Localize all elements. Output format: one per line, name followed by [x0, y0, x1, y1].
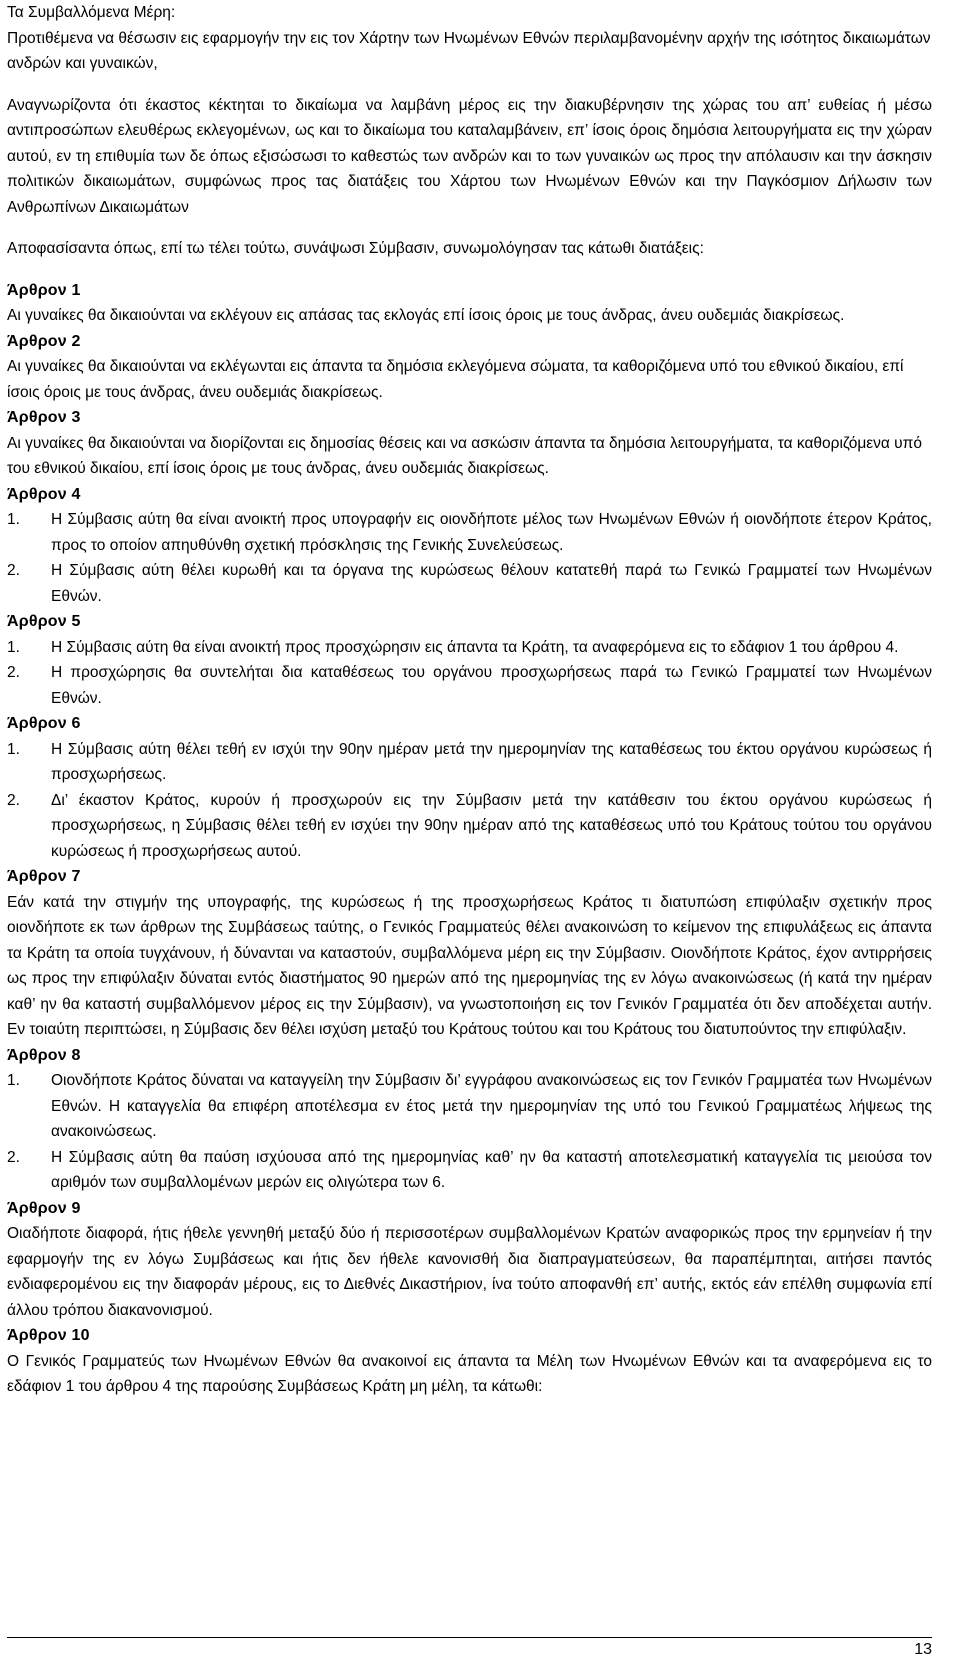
article-3-heading: Άρθρον 3: [7, 409, 81, 426]
item-number: 2.: [7, 664, 20, 681]
item-text: Οιονδήποτε Κράτος δύναται να καταγγείλη την Σύμβασιν δι’ εγγράφου ανακοινώσεως εις τον Γενικόν Γραμματέα των Ηνωμένων Εθνών. Η καταγγελία θα επιφέρη αποτέλεσμα εν έτος μετά την ημερομηνίαν της υπό του Γενικού Γραμματέως λήψεως της ανακοινώσεως.: [51, 1072, 932, 1140]
item-text: Η προσχώρησις θα συντελήται δια καταθέσεως του οργάνου προσχωρήσεως παρά τω Γενικώ Γραμματεί των Ηνωμένων Εθνών.: [51, 664, 932, 707]
item-number: 1.: [7, 511, 20, 528]
article-8-item-1: [7, 1068, 932, 1145]
article-3-text: Αι γυναίκες θα δικαιούνται να διορίζονται εις δημοσίας θέσεις και να ασκώσιν άπαντα τα δημόσια λειτουργήματα, τα καθοριζόμενα υπό του εθνικού δικαίου, επί ίσοις όροις με τους άνδρας, άνευ ουδεμιάς διακρίσεως.: [7, 434, 922, 477]
preamble-recital-2: Αναγνωρίζοντα ότι έκαστος κέκτηται το δικαίωμα να λαμβάνη μέρος εις την διακυβέρνησιν της χώρας του απ’ ευθείας ή μέσω αντιπροσώπων ελευθέρως εκλεγομένων, ως και το δικαίωμα του καταλαμβάνειν, επ’ ίσοις όροις δημόσια λειτουργήματα εις την χώραν αυτού, εν τη επιθυμία των δε όπως εξισώσωσι το καθεστώς των ανδρών και το των γυναικών ως προς την απόλαυσιν και την άσκησιν πολιτικών δικαιωμάτων, συμφώνως προς τας διατάξεις του Χάρτου των Ηνωμένων Εθνών και την Παγκόσμιον Δήλωσιν των Ανθρωπίνων Δικαιωμάτων: [7, 96, 932, 216]
article-6-item-1: [7, 737, 932, 788]
preamble-title: Τα Συμβαλλόμενα Μέρη:: [7, 4, 176, 21]
article-5-item-2: [7, 660, 932, 711]
preamble-recital-3: Αποφασίσαντα όπως, επί τω τέλει τούτω, συνάψωσι Σύμβασιν, συνωμολόγησαν τας κάτωθι διατάξεις:: [7, 240, 704, 257]
article-8-item-2: [7, 1145, 932, 1196]
item-number: 2.: [7, 1148, 20, 1166]
item-text: Η Σύμβασις αύτη θέλει τεθή εν ισχύι την 90ην ημέραν μετά την ημερομηνίαν της καταθέσεως του έκτου οργάνου κυρώσεως ή προσχωρήσεως.: [51, 740, 932, 783]
item-text: Η Σύμβασις αύτη θέλει κυρωθή και τα όργανα της κυρώσεως θέλουν κατατεθή παρά τω Γενικώ Γραμματεί των Ηνωμένων Εθνών.: [51, 562, 932, 605]
article-2-text: Αι γυναίκες θα δικαιούνται να εκλέγωνται εις άπαντα τα δημόσια εκλεγόμενα σώματα, τα καθοριζόμενα υπό του εθνικού δικαίου, επί ίσοις όροις με τους άνδρας, άνευ ουδεμιάς διακρίσεως.: [7, 358, 904, 401]
article-5-item-1: [7, 635, 932, 661]
spacer: [7, 220, 932, 236]
item-text: Δι’ έκαστον Κράτος, κυρούν ή προσχωρούν εις την Σύμβασιν μετά την κατάθεσιν του έκτου οργάνου κυρώσεως ή προσχωρήσεως, η Σύμβασις θέλει τεθή εν ισχύει την 90ην ημέραν από της καταθέσεως υπό του Κράτους τούτου του οργάνου κυρώσεως ή προσχωρήσεως αυτού.: [51, 791, 932, 860]
spacer: [7, 262, 932, 278]
article-6-heading: Άρθρον 6: [7, 715, 81, 732]
item-text: Η Σύμβασις αύτη θα παύση ισχύουσα από της ημερομηνίας καθ’ ην θα καταστή αποτελεσματική καταγγελία τις μειούσα τον αριθμόν των συμβαλλομένων μερών εις ολιγώτερα των 6.: [51, 1148, 932, 1191]
item-number: 2.: [7, 562, 20, 579]
document-page: [7, 0, 932, 1400]
article-9-text: Οιαδήποτε διαφορά, ήτις ήθελε γεννηθή μεταξύ δύο ή περισσοτέρων συμβαλλομένων Κρατών αναφορικώς προς την ερμηνείαν ή την εφαρμογήν της εν λόγω Συμβάσεως και ήτις δεν ήθελε κανονισθή δια διαπραγματεύσεων, θα παραπέμπηται, αιτήσει παντός ενδιαφερομένου εις την διαφοράν μέρους, εις το Διεθνές Δικαστήριον, ίνα τούτο αποφανθή επ’ αυτής, εκτός εάν επέλθη συμφωνία επί άλλου τρόπου διακανονισμού.: [7, 1225, 932, 1319]
article-10-heading: Άρθρον 10: [7, 1327, 90, 1344]
article-1-text: Αι γυναίκες θα δικαιούνται να εκλέγουν εις απάσας τας εκλογάς επί ίσοις όροις με τους άνδρας, άνευ ουδεμιάς διακρίσεως.: [7, 307, 845, 324]
article-4-heading: Άρθρον 4: [7, 485, 81, 503]
article-6-item-2: [7, 788, 932, 865]
page-number: 13: [914, 1641, 932, 1658]
item-text: Η Σύμβασις αύτη θα είναι ανοικτή προς προσχώρησιν εις άπαντα τα Κράτη, τα αναφερόμενα εις το εδάφιον 1 του άρθρου 4.: [51, 638, 899, 656]
preamble-recital-1: Προτιθέμενα να θέσωσιν εις εφαρμογήν την εις τον Χάρτην των Ηνωμένων Εθνών περιλαμβανομένην αρχήν της ισότητος δικαιωμάτων ανδρών και γυναικών,: [7, 29, 931, 72]
article-1-heading: Άρθρον 1: [7, 281, 81, 299]
spacer: [7, 77, 932, 93]
article-7-heading: Άρθρον 7: [7, 868, 81, 885]
article-7-text: Εάν κατά την στιγμήν της υπογραφής, της κυρώσεως ή της προσχωρήσεως Κράτος τι διατυπώση επιφύλαξιν σχετικήν προς οιονδήποτε εκ των άρθρων της Συμβάσεως ταύτης, ο Γενικός Γραμματεύς θέλει ανακοινώση το κείμενον της επιφυλάξεως εις άπαντα τα Κράτη τα οποία τυγχάνουν, ή δύνανται να καταστούν, συμβαλλόμενα μέρη εις την Σύμβασιν. Οιονδήποτε Κράτος, έχον αντιρρήσεις ως προς την επιφύλαξιν δύναται εντός διαστήματος 90 ημερών από της ημερομηνίας της εν λόγω ανακοινώσεως (ή κατά την ημέραν καθ’ ην θα καταστή συμβαλλόμενον μέρος εις την Σύμβασιν), να γνωστοποιήση εις τον Γενικόν Γραμματέα ότι δεν αποδέχεται αυτήν. Εν τοιαύτη περιπτώσει, η Σύμβασις δεν θέλει ισχύση μεταξύ του Κράτους τούτου και του Κράτους του διατυπούντος την επιφύλαξιν.: [7, 893, 932, 1038]
footer-divider: [7, 1637, 932, 1638]
article-2-heading: Άρθρον 2: [7, 332, 81, 350]
article-8-heading: Άρθρον 8: [7, 1046, 81, 1064]
article-4-item-2: [7, 558, 932, 609]
item-number: 1.: [7, 1072, 20, 1089]
article-5-heading: Άρθρον 5: [7, 613, 81, 630]
article-4-item-1: [7, 507, 932, 558]
item-number: 1.: [7, 740, 20, 758]
article-9-heading: Άρθρον 9: [7, 1199, 81, 1217]
item-text: Η Σύμβασις αύτη θα είναι ανοικτή προς υπογραφήν εις οιονδήποτε μέλος των Ηνωμένων Εθνών ή οιονδήποτε έτερον Κράτος, προς το οποίον απηυθύνθη σχετική πρόσκλησις της Γενικής Συνελεύσεως.: [51, 511, 932, 554]
item-number: 2.: [7, 791, 20, 809]
article-10-text: Ο Γενικός Γραμματεύς των Ηνωμένων Εθνών θα ανακοινοί εις άπαντα τα Μέλη των Ηνωμένων Εθνών και τα αναφερόμενα εις το εδάφιον 1 του άρθρου 4 της παρούσης Συμβάσεως Κράτη μη μέλη, τα κάτωθι:: [7, 1352, 932, 1395]
item-number: 1.: [7, 638, 20, 656]
